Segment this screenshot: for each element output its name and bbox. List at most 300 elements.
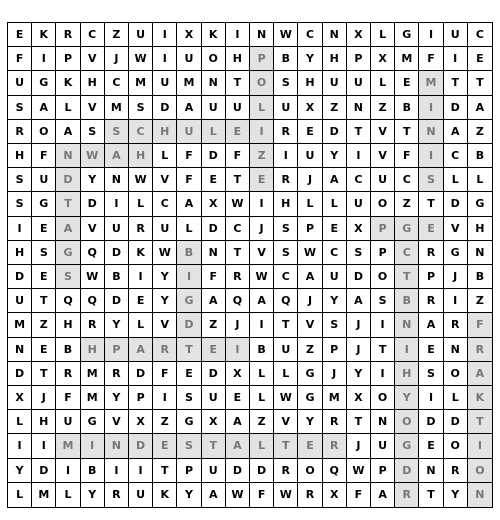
grid-cell[interactable]: D [129, 362, 153, 386]
grid-cell[interactable]: K [468, 386, 492, 410]
grid-cell[interactable]: P [105, 338, 129, 362]
grid-cell[interactable]: R [419, 241, 443, 265]
grid-cell[interactable]: E [298, 120, 322, 144]
grid-cell[interactable]: V [153, 313, 177, 337]
grid-cell[interactable]: U [274, 338, 298, 362]
grid-cell[interactable]: H [56, 313, 80, 337]
grid-cell[interactable]: U [347, 71, 371, 95]
grid-cell[interactable]: R [56, 23, 80, 47]
grid-cell[interactable]: E [419, 338, 443, 362]
grid-cell[interactable]: Z [468, 289, 492, 313]
grid-cell[interactable]: U [347, 192, 371, 216]
grid-cell[interactable]: U [323, 265, 347, 289]
grid-cell[interactable]: I [250, 192, 274, 216]
grid-cell[interactable]: M [81, 386, 105, 410]
grid-cell[interactable]: W [153, 241, 177, 265]
grid-cell[interactable]: S [274, 217, 298, 241]
grid-cell[interactable]: F [202, 265, 226, 289]
grid-cell[interactable]: T [226, 71, 250, 95]
grid-cell[interactable]: I [153, 47, 177, 71]
grid-cell[interactable]: D [8, 265, 32, 289]
grid-cell[interactable]: E [153, 434, 177, 458]
grid-cell[interactable]: V [105, 410, 129, 434]
grid-cell[interactable]: A [419, 313, 443, 337]
grid-cell[interactable]: G [395, 217, 419, 241]
grid-cell[interactable]: H [32, 410, 56, 434]
grid-cell[interactable]: S [419, 168, 443, 192]
grid-cell[interactable]: M [177, 71, 201, 95]
grid-cell[interactable]: C [105, 71, 129, 95]
grid-cell[interactable]: I [32, 47, 56, 71]
grid-cell[interactable]: U [177, 120, 201, 144]
grid-cell[interactable]: G [298, 386, 322, 410]
grid-cell[interactable]: B [56, 338, 80, 362]
grid-cell[interactable]: Y [8, 459, 32, 483]
grid-cell[interactable]: T [274, 434, 298, 458]
grid-cell[interactable]: A [371, 483, 395, 507]
grid-cell[interactable]: T [32, 289, 56, 313]
grid-cell[interactable]: F [226, 144, 250, 168]
grid-cell[interactable]: J [32, 386, 56, 410]
grid-cell[interactable]: U [202, 386, 226, 410]
grid-cell[interactable]: U [226, 96, 250, 120]
grid-cell[interactable]: I [347, 144, 371, 168]
grid-cell[interactable]: L [274, 362, 298, 386]
grid-cell[interactable]: T [32, 362, 56, 386]
grid-cell[interactable]: F [347, 483, 371, 507]
grid-cell[interactable]: I [153, 386, 177, 410]
grid-cell[interactable]: L [129, 313, 153, 337]
grid-cell[interactable]: L [298, 192, 322, 216]
grid-cell[interactable]: H [274, 192, 298, 216]
grid-cell[interactable]: C [153, 192, 177, 216]
grid-cell[interactable]: Q [323, 459, 347, 483]
grid-cell[interactable]: L [250, 386, 274, 410]
grid-cell[interactable]: Y [81, 483, 105, 507]
grid-cell[interactable]: M [32, 483, 56, 507]
grid-cell[interactable]: W [274, 23, 298, 47]
grid-cell[interactable]: V [81, 96, 105, 120]
grid-cell[interactable]: U [8, 71, 32, 95]
grid-cell[interactable]: R [468, 338, 492, 362]
grid-cell[interactable]: L [468, 168, 492, 192]
grid-cell[interactable]: M [323, 386, 347, 410]
grid-cell[interactable]: B [177, 241, 201, 265]
grid-cell[interactable]: A [105, 144, 129, 168]
grid-cell[interactable]: P [129, 386, 153, 410]
grid-cell[interactable]: E [129, 289, 153, 313]
grid-cell[interactable]: I [8, 434, 32, 458]
grid-cell[interactable]: Q [81, 241, 105, 265]
grid-cell[interactable]: E [298, 434, 322, 458]
grid-cell[interactable]: H [298, 71, 322, 95]
grid-cell[interactable]: H [395, 362, 419, 386]
grid-cell[interactable]: D [323, 120, 347, 144]
grid-cell[interactable]: V [250, 241, 274, 265]
grid-cell[interactable]: G [81, 410, 105, 434]
grid-cell[interactable]: P [323, 338, 347, 362]
grid-cell[interactable]: N [202, 71, 226, 95]
grid-cell[interactable]: L [444, 168, 468, 192]
grid-cell[interactable]: N [395, 313, 419, 337]
grid-cell[interactable]: S [347, 241, 371, 265]
grid-cell[interactable]: S [56, 265, 80, 289]
grid-cell[interactable]: D [202, 144, 226, 168]
grid-cell[interactable]: O [395, 410, 419, 434]
grid-cell[interactable]: J [298, 289, 322, 313]
grid-cell[interactable]: P [250, 47, 274, 71]
grid-cell[interactable]: D [419, 410, 443, 434]
grid-cell[interactable]: Z [371, 96, 395, 120]
grid-cell[interactable]: K [129, 241, 153, 265]
grid-cell[interactable]: E [202, 168, 226, 192]
grid-cell[interactable]: T [274, 313, 298, 337]
grid-cell[interactable]: E [32, 217, 56, 241]
grid-cell[interactable]: C [468, 23, 492, 47]
grid-cell[interactable]: S [32, 241, 56, 265]
grid-cell[interactable]: C [323, 241, 347, 265]
grid-cell[interactable]: P [56, 47, 80, 71]
grid-cell[interactable]: X [177, 23, 201, 47]
grid-cell[interactable]: T [56, 192, 80, 216]
grid-cell[interactable]: L [202, 120, 226, 144]
grid-cell[interactable]: V [371, 120, 395, 144]
grid-cell[interactable]: D [81, 192, 105, 216]
grid-cell[interactable]: F [468, 313, 492, 337]
grid-cell[interactable]: I [153, 23, 177, 47]
grid-cell[interactable]: T [444, 71, 468, 95]
grid-cell[interactable]: Z [250, 410, 274, 434]
grid-cell[interactable]: P [347, 47, 371, 71]
grid-cell[interactable]: F [177, 168, 201, 192]
grid-cell[interactable]: L [250, 96, 274, 120]
grid-cell[interactable]: A [323, 168, 347, 192]
grid-cell[interactable]: R [323, 410, 347, 434]
grid-cell[interactable]: U [8, 289, 32, 313]
grid-cell[interactable]: I [419, 144, 443, 168]
grid-cell[interactable]: I [105, 192, 129, 216]
grid-cell[interactable]: C [298, 23, 322, 47]
grid-cell[interactable]: R [274, 459, 298, 483]
grid-cell[interactable]: F [8, 47, 32, 71]
grid-cell[interactable]: R [105, 362, 129, 386]
grid-cell[interactable]: P [419, 265, 443, 289]
grid-cell[interactable]: Y [323, 289, 347, 313]
grid-cell[interactable]: R [56, 362, 80, 386]
grid-cell[interactable]: M [8, 313, 32, 337]
grid-cell[interactable]: L [177, 217, 201, 241]
grid-cell[interactable]: U [177, 47, 201, 71]
grid-cell[interactable]: S [371, 289, 395, 313]
grid-cell[interactable]: D [444, 192, 468, 216]
grid-cell[interactable]: D [395, 459, 419, 483]
grid-cell[interactable]: U [129, 483, 153, 507]
grid-cell[interactable]: L [8, 410, 32, 434]
grid-cell[interactable]: J [323, 362, 347, 386]
grid-cell[interactable]: U [323, 71, 347, 95]
grid-cell[interactable]: I [419, 386, 443, 410]
grid-cell[interactable]: O [371, 386, 395, 410]
grid-cell[interactable]: I [419, 23, 443, 47]
grid-cell[interactable]: I [468, 434, 492, 458]
grid-cell[interactable]: C [395, 168, 419, 192]
grid-cell[interactable]: W [129, 168, 153, 192]
grid-cell[interactable]: D [105, 289, 129, 313]
grid-cell[interactable]: I [32, 434, 56, 458]
grid-cell[interactable]: D [226, 459, 250, 483]
grid-cell[interactable]: G [444, 241, 468, 265]
grid-cell[interactable]: E [177, 362, 201, 386]
grid-cell[interactable]: H [468, 217, 492, 241]
grid-cell[interactable]: I [444, 289, 468, 313]
grid-cell[interactable]: W [129, 47, 153, 71]
grid-cell[interactable]: E [250, 168, 274, 192]
grid-cell[interactable]: W [298, 241, 322, 265]
grid-cell[interactable]: A [129, 338, 153, 362]
grid-cell[interactable]: U [274, 96, 298, 120]
grid-cell[interactable]: Z [395, 192, 419, 216]
grid-cell[interactable]: H [226, 47, 250, 71]
grid-cell[interactable]: J [105, 47, 129, 71]
grid-cell[interactable]: O [298, 459, 322, 483]
grid-cell[interactable]: E [419, 217, 443, 241]
grid-cell[interactable]: W [226, 192, 250, 216]
grid-cell[interactable]: U [32, 168, 56, 192]
grid-cell[interactable]: W [274, 483, 298, 507]
grid-cell[interactable]: O [32, 120, 56, 144]
grid-cell[interactable]: Y [153, 289, 177, 313]
grid-cell[interactable]: P [371, 459, 395, 483]
grid-cell[interactable]: L [8, 483, 32, 507]
grid-cell[interactable]: Y [105, 386, 129, 410]
grid-cell[interactable]: E [419, 434, 443, 458]
grid-cell[interactable]: P [177, 459, 201, 483]
grid-cell[interactable]: X [347, 386, 371, 410]
grid-cell[interactable]: H [153, 120, 177, 144]
grid-cell[interactable]: L [56, 483, 80, 507]
grid-cell[interactable]: I [8, 217, 32, 241]
grid-cell[interactable]: Z [298, 338, 322, 362]
grid-cell[interactable]: R [274, 120, 298, 144]
grid-cell[interactable]: L [129, 192, 153, 216]
grid-cell[interactable]: S [8, 96, 32, 120]
grid-cell[interactable]: A [202, 289, 226, 313]
grid-cell[interactable]: A [468, 96, 492, 120]
grid-cell[interactable]: D [444, 96, 468, 120]
grid-cell[interactable]: Y [105, 313, 129, 337]
grid-cell[interactable]: I [129, 459, 153, 483]
grid-cell[interactable]: J [444, 265, 468, 289]
grid-cell[interactable]: Q [56, 289, 80, 313]
grid-cell[interactable]: A [202, 483, 226, 507]
grid-cell[interactable]: X [323, 483, 347, 507]
grid-cell[interactable]: Y [177, 483, 201, 507]
grid-cell[interactable]: U [371, 434, 395, 458]
grid-cell[interactable]: F [395, 144, 419, 168]
grid-cell[interactable]: Y [444, 483, 468, 507]
grid-cell[interactable]: G [468, 192, 492, 216]
grid-cell[interactable]: J [250, 217, 274, 241]
grid-cell[interactable]: D [347, 265, 371, 289]
grid-cell[interactable]: I [371, 313, 395, 337]
grid-cell[interactable]: M [56, 434, 80, 458]
grid-cell[interactable]: T [202, 434, 226, 458]
grid-cell[interactable]: S [177, 386, 201, 410]
grid-cell[interactable]: Z [202, 313, 226, 337]
grid-cell[interactable]: C [81, 23, 105, 47]
grid-cell[interactable]: H [323, 47, 347, 71]
grid-cell[interactable]: X [226, 362, 250, 386]
grid-cell[interactable]: G [395, 434, 419, 458]
grid-cell[interactable]: Z [153, 410, 177, 434]
grid-cell[interactable]: G [56, 241, 80, 265]
grid-cell[interactable]: O [250, 71, 274, 95]
grid-cell[interactable]: H [81, 71, 105, 95]
grid-cell[interactable]: E [226, 120, 250, 144]
grid-cell[interactable]: E [468, 47, 492, 71]
grid-cell[interactable]: Z [323, 96, 347, 120]
grid-cell[interactable]: V [444, 217, 468, 241]
grid-cell[interactable]: W [274, 386, 298, 410]
grid-cell[interactable]: I [395, 338, 419, 362]
grid-cell[interactable]: T [468, 410, 492, 434]
grid-cell[interactable]: H [8, 241, 32, 265]
grid-cell[interactable]: N [371, 410, 395, 434]
grid-cell[interactable]: T [468, 71, 492, 95]
grid-cell[interactable]: F [250, 483, 274, 507]
grid-cell[interactable]: V [274, 410, 298, 434]
grid-cell[interactable]: I [274, 144, 298, 168]
grid-cell[interactable]: R [129, 217, 153, 241]
grid-cell[interactable]: N [56, 144, 80, 168]
grid-cell[interactable]: X [347, 217, 371, 241]
grid-cell[interactable]: Y [347, 362, 371, 386]
grid-cell[interactable]: T [177, 338, 201, 362]
grid-cell[interactable]: T [347, 120, 371, 144]
grid-cell[interactable]: S [129, 96, 153, 120]
grid-cell[interactable]: R [444, 313, 468, 337]
grid-cell[interactable]: O [202, 47, 226, 71]
grid-cell[interactable]: I [444, 47, 468, 71]
grid-cell[interactable]: U [371, 168, 395, 192]
grid-cell[interactable]: B [468, 265, 492, 289]
grid-cell[interactable]: M [81, 362, 105, 386]
grid-cell[interactable]: F [419, 47, 443, 71]
grid-cell[interactable]: X [202, 192, 226, 216]
grid-cell[interactable]: S [419, 362, 443, 386]
grid-cell[interactable]: A [347, 289, 371, 313]
grid-cell[interactable]: D [105, 241, 129, 265]
grid-cell[interactable]: Y [298, 410, 322, 434]
grid-cell[interactable]: I [105, 459, 129, 483]
grid-cell[interactable]: A [56, 120, 80, 144]
grid-cell[interactable]: W [81, 144, 105, 168]
grid-cell[interactable]: I [81, 434, 105, 458]
grid-cell[interactable]: I [226, 338, 250, 362]
grid-cell[interactable]: L [444, 386, 468, 410]
grid-cell[interactable]: L [153, 144, 177, 168]
grid-cell[interactable]: J [347, 338, 371, 362]
grid-cell[interactable]: H [8, 144, 32, 168]
grid-cell[interactable]: I [250, 120, 274, 144]
grid-cell[interactable]: Z [250, 144, 274, 168]
grid-cell[interactable]: W [81, 265, 105, 289]
grid-cell[interactable]: U [298, 144, 322, 168]
grid-cell[interactable]: N [468, 483, 492, 507]
grid-cell[interactable]: B [395, 289, 419, 313]
grid-cell[interactable]: T [153, 459, 177, 483]
grid-cell[interactable]: Z [32, 313, 56, 337]
grid-cell[interactable]: U [202, 96, 226, 120]
grid-cell[interactable]: A [250, 289, 274, 313]
grid-cell[interactable]: C [444, 144, 468, 168]
grid-cell[interactable]: R [226, 265, 250, 289]
grid-cell[interactable]: V [81, 217, 105, 241]
grid-cell[interactable]: X [298, 96, 322, 120]
grid-cell[interactable]: I [371, 362, 395, 386]
grid-cell[interactable]: N [105, 168, 129, 192]
grid-cell[interactable]: B [395, 96, 419, 120]
grid-cell[interactable]: E [395, 71, 419, 95]
grid-cell[interactable]: E [202, 338, 226, 362]
grid-cell[interactable]: G [298, 362, 322, 386]
grid-cell[interactable]: C [129, 120, 153, 144]
grid-cell[interactable]: T [395, 265, 419, 289]
grid-cell[interactable]: L [56, 96, 80, 120]
grid-cell[interactable]: E [32, 265, 56, 289]
grid-cell[interactable]: G [177, 410, 201, 434]
grid-cell[interactable]: N [419, 120, 443, 144]
grid-cell[interactable]: K [32, 23, 56, 47]
grid-cell[interactable]: B [250, 338, 274, 362]
grid-cell[interactable]: N [202, 241, 226, 265]
grid-cell[interactable]: N [468, 241, 492, 265]
grid-cell[interactable]: P [371, 241, 395, 265]
grid-cell[interactable]: L [371, 71, 395, 95]
grid-cell[interactable]: J [347, 313, 371, 337]
grid-cell[interactable]: E [32, 338, 56, 362]
grid-cell[interactable]: Y [298, 47, 322, 71]
grid-cell[interactable]: L [371, 23, 395, 47]
grid-cell[interactable]: D [202, 217, 226, 241]
grid-cell[interactable]: D [444, 410, 468, 434]
grid-cell[interactable]: I [226, 23, 250, 47]
grid-cell[interactable]: D [177, 313, 201, 337]
grid-cell[interactable]: T [419, 192, 443, 216]
grid-cell[interactable]: N [8, 338, 32, 362]
grid-cell[interactable]: N [444, 338, 468, 362]
grid-cell[interactable]: I [56, 459, 80, 483]
grid-cell[interactable]: U [153, 217, 177, 241]
grid-cell[interactable]: A [226, 410, 250, 434]
grid-cell[interactable]: J [347, 434, 371, 458]
grid-cell[interactable]: N [323, 23, 347, 47]
grid-cell[interactable]: W [347, 459, 371, 483]
grid-cell[interactable]: X [347, 23, 371, 47]
grid-cell[interactable]: U [153, 71, 177, 95]
grid-cell[interactable]: R [8, 120, 32, 144]
grid-cell[interactable]: U [56, 410, 80, 434]
grid-cell[interactable]: G [395, 23, 419, 47]
grid-cell[interactable]: R [395, 483, 419, 507]
grid-cell[interactable]: A [32, 96, 56, 120]
grid-cell[interactable]: U [444, 23, 468, 47]
grid-cell[interactable]: V [153, 168, 177, 192]
grid-cell[interactable]: A [468, 362, 492, 386]
grid-cell[interactable]: R [274, 168, 298, 192]
grid-cell[interactable]: K [56, 71, 80, 95]
grid-cell[interactable]: S [105, 120, 129, 144]
